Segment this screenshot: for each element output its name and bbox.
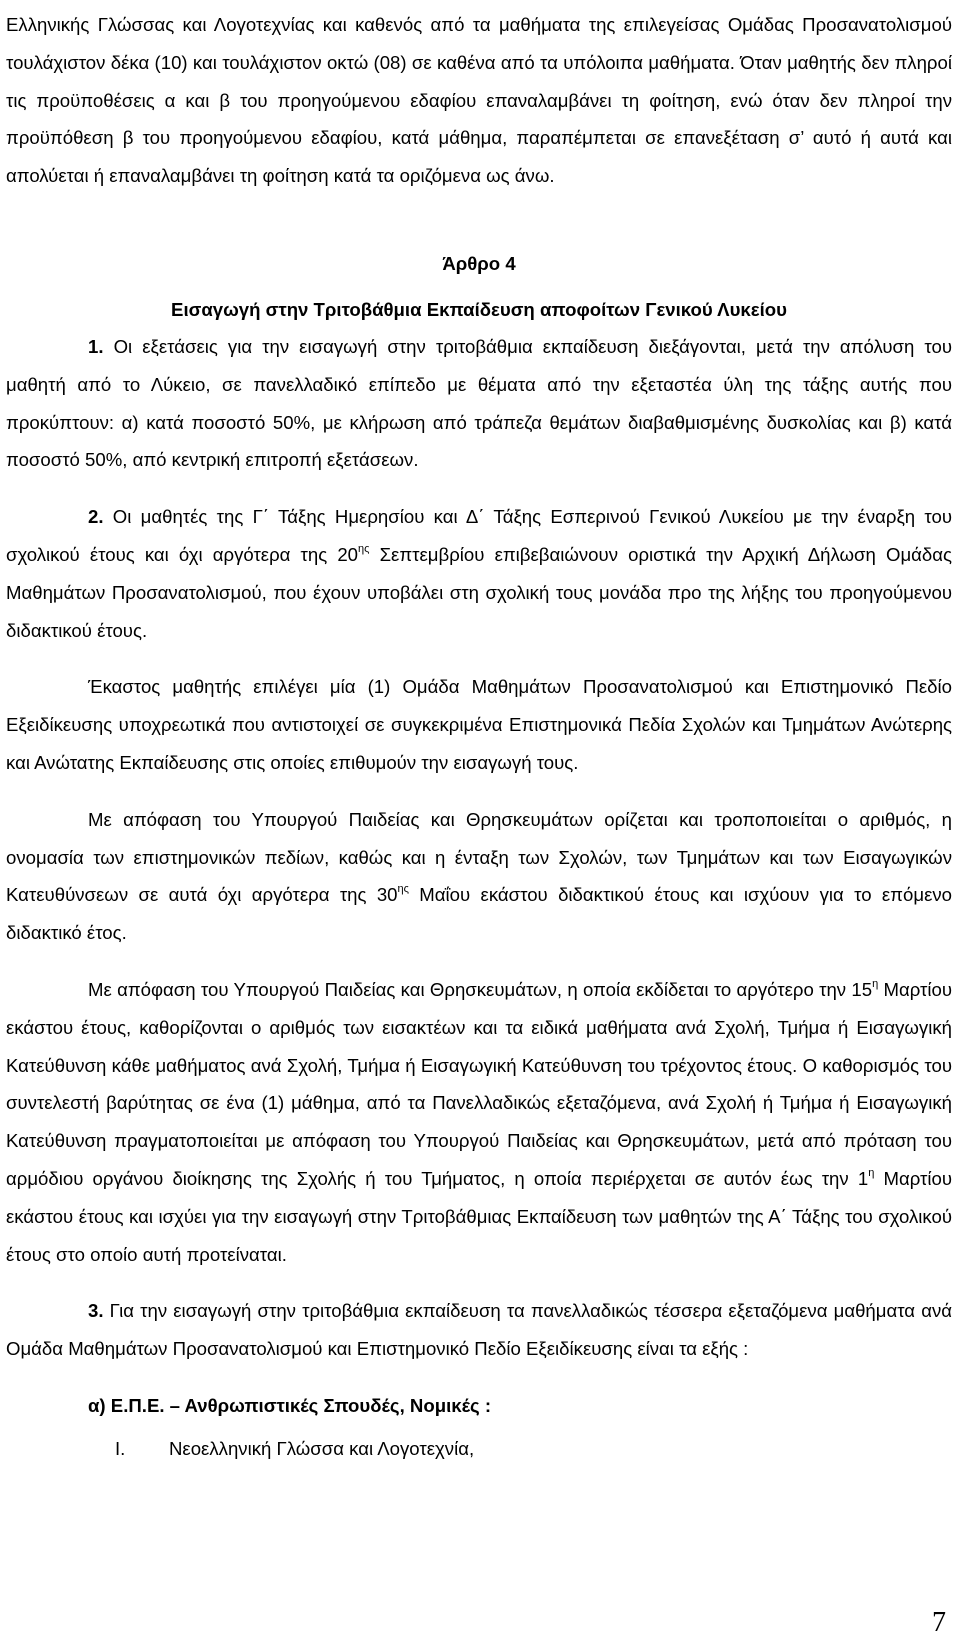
paragraph-text: Για την εισαγωγή στην τριτοβάθμια εκπαίδευση τα πανελλαδικώς τέσσερα εξεταζόμενα μαθήματα ανά Ομάδα Μαθημάτων Προσανατολισμού και Επιστημονικό Πεδίο Εξειδίκευσης είναι τα εξής :: [6, 1300, 952, 1360]
paragraph-1: [6, 328, 952, 479]
paragraph-text: Με απόφαση του Υπουργού Παιδείας και Θρησκευμάτων ορίζεται και τροποποιείται ο αριθμός, η ονομασία των επιστημονικών πεδίων, καθώς και η ένταξη των Σχολών, των Τμημάτων και των Εισαγωγικών Κατευθύνσεων σε αυτά όχι αργότερα της 30: [6, 808, 952, 906]
paragraph-5: [6, 971, 952, 1273]
paragraph-3: Έκαστος μαθητής επιλέγει μία (1) Ομάδα Μαθημάτων Προσανατολισμού και Επιστημονικό Πεδίο Εξειδίκευσης υποχρεωτικά που αντιστοιχεί σε συγκεκριμένα Επιστημονικά Πεδία Σχολών και Τμημάτων Ανώτερης και Ανώτατης Εκπαίδευσης στις οποίες επιθυμούν την εισαγωγή τους.: [6, 676, 952, 773]
paragraph-text: Σεπτεμβρίου επιβεβαιώνουν οριστικά την Αρχική Δήλωση Ομάδας Μαθημάτων Προσανατολισμού, που έχουν υποβάλει στη σχολική τους μονάδα προ της λήξης του προηγούμενου διδακτικού έτους.: [6, 543, 952, 641]
paragraph-text: Μαρτίου εκάστου έτους και ισχύει για την εισαγωγή στην Τριτοβάθμιας Εκπαίδευση των μαθητών της Α΄ Τάξης του σχολικού έτους στο οποίο αυτή προτείναται.: [6, 1167, 953, 1265]
ordinal-superscript: ης: [358, 542, 370, 555]
paragraph-text: Με απόφαση του Υπουργού Παιδείας και Θρησκευμάτων, η οποία εκδίδεται το αργότερο την 15: [88, 978, 873, 1000]
ordinal-superscript: ης: [397, 883, 409, 896]
paragraph-6: [6, 1292, 952, 1368]
ordinal-superscript: η: [868, 1166, 875, 1179]
paragraph-number: 3.: [88, 1300, 104, 1322]
paragraph-text: Μαρτίου εκάστου έτους, καθορίζονται ο αριθμός των εισακτέων και τα ειδικά μαθήματα ανά Σχολή, Τμήμα ή Εισαγωγική Κατεύθυνση κάθε μαθήματος ανά Σχολή, Τμήμα ή Εισαγωγική Κατεύθυνση του τρέχοντος έτους. Ο καθορισμός του συντελεστή βαρύτητας σε ένα (1) μάθημα, από τα Πανελλαδικώς εξεταζόμενα, ανά Σχολή ή Τμήμα ή Εισαγωγική Κατεύθυνση πραγματοποιείται με απόφαση του Υπουργού Παιδείας και Θρησκευμάτων, μετά από πρόταση του αρμόδιου οργάνου διοίκησης της Σχολής ή του Τμήματος, η οποία περιέρχεται σε αυτόν έως την 1: [6, 978, 953, 1189]
ordinal-superscript: η: [872, 977, 879, 990]
intro-paragraph: Ελληνικής Γλώσσας και Λογοτεχνίας και καθενός από τα μαθήματα της επιλεγείσας Ομάδας Προσανατολισμού τουλάχιστον δέκα (10) και τουλάχιστον οκτώ (08) σε καθένα από τα υπόλοιπα μαθήματα. Όταν μαθητής δεν πληροί τις προϋποθέσεις α και β του προηγούμενου εδαφίου επαναλαμβάνει τη φοίτηση, ενώ όταν δεν πληροί την προϋπόθεση β του προηγούμενου εδαφίου, κατά μάθημα, παραπέμπεται σε επανεξέταση σ’ αυτό ή αυτά και απολύεται ή επαναλαμβάνει τη φοίτηση κατά τα οριζόμενα ως άνω.: [6, 14, 952, 187]
section-a-title: α) Ε.Π.Ε. – Ανθρωπιστικές Σπουδές, Νομικές :: [88, 1394, 492, 1416]
paragraph-text: Οι μαθητές της Γ΄ Τάξης Ημερησίου και Δ΄ Τάξης Εσπερινού Γενικού Λυκείου με την έναρξη του σχολικού έτους και όχι αργότερα της 20: [6, 506, 952, 565]
paragraph-text: Οι εξετάσεις για την εισαγωγή στην τριτοβάθμια εκπαίδευση διεξάγονται, μετά την απόλυση του μαθητή από το Λύκειο, σε πανελλαδικό επίπεδο με θέματα από την εξεταστέα ύλη της τάξης αυτής που προκύπτουν: α) κατά ποσοστό 50%, με κλήρωση από τράπεζα θεμάτων διαβαθμισμένης δυσκολίας και β) κατά ποσοστό 50%, από κεντρική επιτροπή εξετάσεων.: [6, 335, 952, 471]
list-item-numeral: I.: [115, 1437, 126, 1459]
paragraph-number: 2.: [88, 506, 104, 528]
paragraph-number: 1.: [88, 335, 104, 357]
list-item: [6, 1430, 952, 1468]
list-item-text: Νεοελληνική Γλώσσα και Λογοτεχνία,: [169, 1437, 475, 1459]
paragraph-4: [6, 801, 952, 952]
paragraph-2: [6, 498, 952, 649]
document-body: [6, 6, 952, 1468]
paragraph-text: Μαΐου εκάστου διδακτικού έτους και ισχύουν για το επόμενο διδακτικό έτος.: [6, 884, 952, 944]
article-subtitle: Εισαγωγή στην Τριτοβάθμια Εκπαίδευση αποφοίτων Γενικού Λυκείου: [171, 298, 787, 320]
page-number: 7: [932, 1607, 946, 1638]
article-title: Άρθρο 4: [442, 252, 516, 274]
